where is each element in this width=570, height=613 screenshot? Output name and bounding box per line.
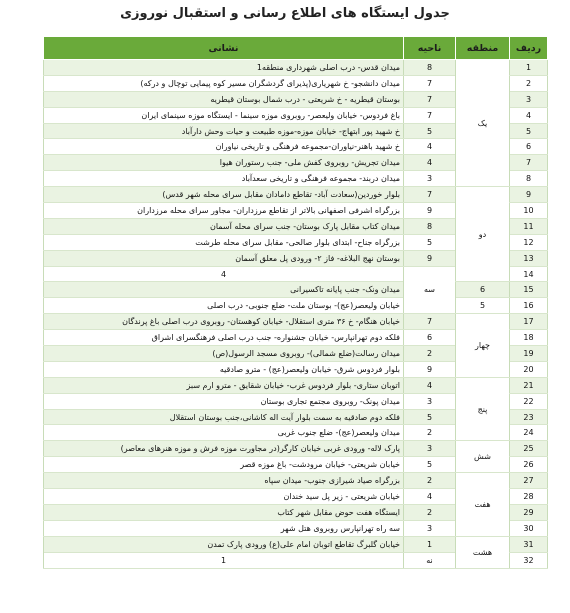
region-cell: نه — [404, 552, 456, 568]
address-cell: فلکه دوم تهرانپارس- خیابان جشنواره- جنب درب اصلی فرهنگسرای اشراق — [44, 330, 404, 346]
address-cell: خ شهید باهنر-نیاوران-مجموعه فرهنگی و تاریخی نیاوران — [44, 139, 404, 155]
district-cell: 5 — [404, 457, 456, 473]
row-number-cell: 26 — [510, 457, 548, 473]
table-row — [44, 298, 548, 314]
district-cell: 5 — [404, 409, 456, 425]
address-cell: خ شهید پور ابتهاج- خیابان موزه-موزه طبیعت و حیات وحش دارآباد — [44, 123, 404, 139]
row-number-cell: 10 — [510, 203, 548, 219]
district-cell: 4 — [404, 155, 456, 171]
district-cell: 4 — [44, 266, 404, 282]
address-cell: میدان قدس- درب اصلی شهرداری منطقه1 — [44, 60, 404, 76]
table-header — [44, 37, 548, 60]
row-number-cell: 20 — [510, 361, 548, 377]
district-cell: 3 — [404, 393, 456, 409]
row-number-cell: 31 — [510, 536, 548, 552]
table-row — [44, 314, 548, 330]
row-number-cell: 7 — [510, 155, 548, 171]
address-cell: بوستان قیطریه - خ شریعتی - درب شمال بوستان قیطریه — [44, 91, 404, 107]
address-cell: میدان کتاب مقابل پارک بوستان- جنب سرای محله آسمان — [44, 218, 404, 234]
header-row-number: ردیف — [510, 37, 548, 60]
district-cell: 9 — [404, 361, 456, 377]
district-cell: 3 — [404, 171, 456, 187]
row-number-cell: 16 — [510, 298, 548, 314]
table-row — [44, 187, 548, 203]
row-number-cell: 8 — [510, 171, 548, 187]
address-cell: بلوار خوردین(سعادت آباد- تقاطع دامادان مقابل سرای محله شهر قدس) — [44, 187, 404, 203]
row-number-cell: 9 — [510, 187, 548, 203]
address-cell: ایستگاه هفت حوض مقابل شهر کتاب — [44, 504, 404, 520]
district-cell: 9 — [404, 203, 456, 219]
table-body — [44, 60, 548, 569]
district-cell: 5 — [404, 123, 456, 139]
row-number-cell: 11 — [510, 218, 548, 234]
district-cell: 3 — [404, 441, 456, 457]
row-number-cell: 18 — [510, 330, 548, 346]
address-cell: میدان ونک- جنب پایانه تاکسیرانی — [44, 282, 404, 298]
address-cell: بزرگراه اشرفی اصفهانی بالاتر از تقاطع مرزداران- مجاور سرای محله مرزداران — [44, 203, 404, 219]
region-cell: شش — [456, 441, 510, 473]
district-cell: 8 — [404, 218, 456, 234]
region-cell: سه — [404, 266, 456, 314]
table-row — [44, 473, 548, 489]
district-cell: 2 — [404, 473, 456, 489]
row-number-cell: 5 — [510, 123, 548, 139]
address-cell: میدان تجریش- روبروی کفش ملی- جنب رستوران هیوا — [44, 155, 404, 171]
page-title: جدول ایستگاه های اطلاع رسانی و استقبال نوروزی — [120, 6, 450, 21]
row-number-cell: 30 — [510, 520, 548, 536]
row-number-cell: 25 — [510, 441, 548, 457]
district-cell: 7 — [404, 314, 456, 330]
address-cell: میدان پونک- روبروی مجتمع تجاری بوستان — [44, 393, 404, 409]
address-cell: بزرگراه صیاد شیرازی جنوب- میدان سپاه — [44, 473, 404, 489]
row-number-cell: 32 — [510, 552, 548, 568]
district-cell: 5 — [404, 234, 456, 250]
district-cell: 9 — [404, 250, 456, 266]
district-cell: 5 — [456, 298, 510, 314]
address-cell: خیابان گلبرگ تقاطع اتوبان امام علی(ع) ورودی پارک تمدن — [44, 536, 404, 552]
address-cell: باغ فردوس- خیابان ولیعصر- روبروی موزه سینما - ایستگاه موزه سینمای ایران — [44, 107, 404, 123]
row-number-cell: 21 — [510, 377, 548, 393]
address-cell: بوستان نهج البلاغه- فاز ۲- ورودی پل معلق آسمان — [44, 250, 404, 266]
row-number-cell: 4 — [510, 107, 548, 123]
address-cell: سه راه تهرانپارس روبروی هتل شهر — [44, 520, 404, 536]
region-cell: دو — [456, 187, 510, 282]
district-cell: 7 — [404, 187, 456, 203]
row-number-cell: 29 — [510, 504, 548, 520]
row-number-cell: 19 — [510, 346, 548, 362]
district-cell: 4 — [404, 377, 456, 393]
address-cell: میدان ولیعصر(عج)- ضلع جنوب غربی — [44, 425, 404, 441]
address-cell: خیابان هنگام- خ ۳۶ متری استقلال- خیابان کوهستان- روبروی درب اصلی باغ پرندگان — [44, 314, 404, 330]
address-cell: میدان دانشجو- خ شهریاری(پذیرای گردشگران مسیر کوه پیمایی توچال و درکه) — [44, 75, 404, 91]
district-cell: 1 — [44, 552, 404, 568]
row-number-cell: 13 — [510, 250, 548, 266]
table-row — [44, 282, 548, 298]
region-cell: چهار — [456, 314, 510, 378]
row-number-cell: 14 — [510, 266, 548, 282]
row-number-cell: 1 — [510, 60, 548, 76]
address-cell: فلکه دوم صادقیه به سمت بلوار آیت اله کاشانی،جنب بوستان استقلال — [44, 409, 404, 425]
header-district: ناحیه — [404, 37, 456, 60]
row-number-cell: 6 — [510, 139, 548, 155]
district-cell: 8 — [404, 60, 456, 76]
address-cell: خیابان شریعتی - زیر پل سید خندان — [44, 489, 404, 505]
scan-artifact — [260, 600, 300, 606]
district-cell: 7 — [404, 107, 456, 123]
district-cell: 6 — [404, 330, 456, 346]
row-number-cell: 12 — [510, 234, 548, 250]
row-number-cell: 15 — [510, 282, 548, 298]
row-number-cell: 27 — [510, 473, 548, 489]
region-cell: هفت — [456, 473, 510, 537]
header-region: منطقه — [456, 37, 510, 60]
row-number-cell: 24 — [510, 425, 548, 441]
table-row — [44, 60, 548, 76]
address-cell: میدان دربند- مجموعه فرهنگی و تاریخی سعدآباد — [44, 171, 404, 187]
table-row — [44, 536, 548, 552]
district-cell: 3 — [404, 520, 456, 536]
region-cell: پنج — [456, 377, 510, 441]
district-cell: 2 — [404, 425, 456, 441]
address-cell: بلوار فردوس شرق- خیابان ولیعصر(عج) - مترو صادقیه — [44, 361, 404, 377]
district-cell: 2 — [404, 346, 456, 362]
address-cell: اتوبان ستاری- بلوار فردوس غرب- خیابان شقایق - مترو ارم سبز — [44, 377, 404, 393]
header-address: نشانی — [44, 37, 404, 60]
address-cell: خیابان شریعتی- خیابان مرودشت- باغ موزه قصر — [44, 457, 404, 473]
stations-table — [43, 36, 548, 569]
district-cell: 4 — [404, 139, 456, 155]
address-cell: خیابان ولیعصر(عج)- بوستان ملت- ضلع جنوبی- درب اصلی — [44, 298, 404, 314]
district-cell: 7 — [404, 75, 456, 91]
district-cell: 6 — [456, 282, 510, 298]
district-cell: 4 — [404, 489, 456, 505]
row-number-cell: 28 — [510, 489, 548, 505]
region-cell: یک — [456, 60, 510, 187]
row-number-cell: 23 — [510, 409, 548, 425]
address-cell: پارک لاله- ورودی غربی خیابان کارگر(در مجاورت موزه فرش و موزه هنرهای معاصر) — [44, 441, 404, 457]
row-number-cell: 22 — [510, 393, 548, 409]
row-number-cell: 2 — [510, 75, 548, 91]
region-cell: هشت — [456, 536, 510, 568]
address-cell: بزرگراه جناح- ابتدای بلوار صالحی- مقابل سرای محله طرشت — [44, 234, 404, 250]
row-number-cell: 3 — [510, 91, 548, 107]
district-cell: 2 — [404, 504, 456, 520]
table-row — [44, 441, 548, 457]
table-row — [44, 377, 548, 393]
district-cell: 1 — [404, 536, 456, 552]
address-cell: میدان رسالت(ضلع شمالی)- روبروی مسجد الرسول(ص) — [44, 346, 404, 362]
district-cell: 7 — [404, 91, 456, 107]
row-number-cell: 17 — [510, 314, 548, 330]
